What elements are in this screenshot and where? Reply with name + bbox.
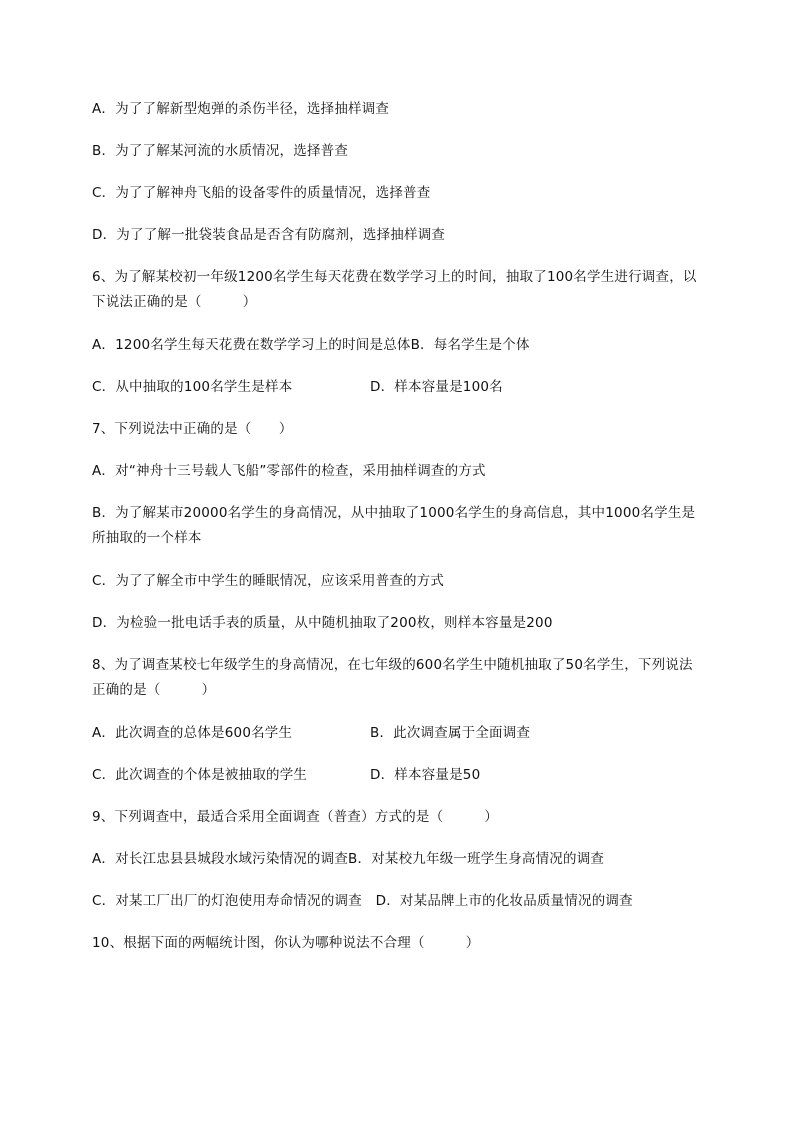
q10-stem: 10、根据下面的两幅统计图，你认为哪种说法不合理（ ） (92, 935, 480, 951)
q6-option-d: D．样本容量是100名 (370, 379, 503, 395)
q8-option-c: C．此次调查的个体是被抽取的学生 (92, 767, 308, 783)
q7-option-b-line2: 所抽取的一个样本 (92, 530, 202, 546)
q5-option-d: D．为了了解一批袋装食品是否含有防腐剂，选择抽样调查 (92, 227, 446, 243)
q8-stem-line1: 8、为了调查某校七年级学生的身高情况，在七年级的600名学生中随机抽取了50名学生，下列说法 (92, 657, 693, 673)
q9-option-ab: A．对长江忠县县城段水域污染情况的调查B．对某校九年级一班学生身高情况的调查 (92, 851, 605, 867)
q7-option-c: C．为了了解全市中学生的睡眠情况，应该采用普查的方式 (92, 573, 445, 589)
q5-option-b: B．为了了解某河流的水质情况，选择普查 (92, 143, 349, 159)
q7-option-b-line1: B．为了解某市20000名学生的身高情况，从中抽取了1000名学生的身高信息，其中1000名学生是 (92, 505, 696, 521)
q7-option-a: A．对“神舟十三号载人飞船”零部件的检查，采用抽样调查的方式 (92, 463, 486, 479)
q9-stem: 9、下列调查中，最适合采用全面调查（普查）方式的是（ ） (92, 809, 499, 825)
q8-stem-line2: 正确的是（ ） (92, 682, 216, 698)
q8-option-b: B．此次调查属于全面调查 (370, 725, 531, 741)
q6-stem-line1: 6、为了解某校初一年级1200名学生每天花费在数学学习上的时间，抽取了100名学生进行调查，以 (92, 269, 697, 285)
q9-option-cd: C．对某工厂出厂的灯泡使用寿命情况的调查 D．对某品牌上市的化妆品质量情况的调查 (92, 893, 633, 909)
q8-option-a: A．此次调查的总体是600名学生 (92, 725, 293, 741)
q7-option-d: D．为检验一批电话手表的质量，从中随机抽取了200枚，则样本容量是200 (92, 615, 553, 631)
q6-option-c: C．从中抽取的100名学生是样本 (92, 379, 293, 395)
q6-option-ab: A．1200名学生每天花费在数学学习上的时间是总体B．每名学生是个体 (92, 337, 530, 353)
q7-stem: 7、下列说法中正确的是（ ） (92, 421, 293, 437)
q6-stem-line2: 下说法正确的是（ ） (92, 294, 257, 310)
q8-option-d: D．样本容量是50 (370, 767, 481, 783)
q5-option-a: A．为了了解新型炮弹的杀伤半径，选择抽样调查 (92, 101, 390, 117)
q5-option-c: C．为了了解神舟飞船的设备零件的质量情况，选择普查 (92, 185, 431, 201)
